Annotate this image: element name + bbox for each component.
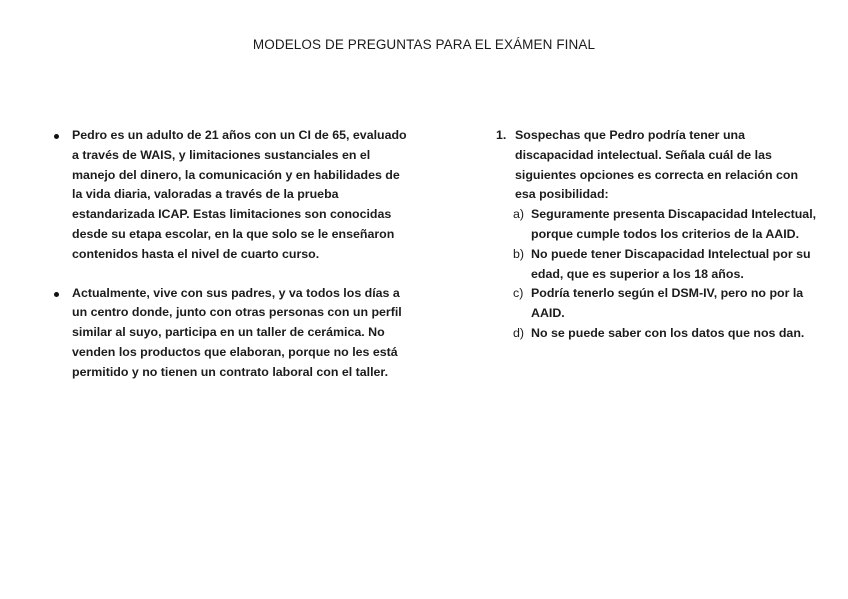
question-number: 1. bbox=[496, 128, 507, 142]
bullet-icon bbox=[54, 292, 59, 297]
case-description bbox=[52, 126, 412, 383]
option-letter: c) bbox=[513, 286, 524, 301]
option-d bbox=[513, 324, 821, 344]
question-text: Sospechas que Pedro podría tener una discapacidad intelectual. Señala cuál de las siguientes opciones es correcta en relación con esa posibilidad: bbox=[515, 128, 799, 202]
page-title: MODELOS DE PREGUNTAS PARA EL EXÁMEN FINAL bbox=[252, 37, 596, 52]
case-paragraph-2 bbox=[52, 284, 412, 383]
option-text: Seguramente presenta Discapacidad Intelectual, porque cumple todos los criterios de la AAID. bbox=[531, 207, 817, 241]
option-b bbox=[513, 245, 821, 285]
option-letter: b) bbox=[513, 246, 525, 261]
option-text: Podría tenerlo según el DSM-IV, pero no por la AAID. bbox=[531, 286, 804, 321]
option-letter: d) bbox=[513, 325, 525, 340]
bullet-icon bbox=[54, 134, 59, 139]
question-1 bbox=[496, 126, 821, 205]
answer-options bbox=[513, 205, 821, 344]
option-a bbox=[513, 205, 821, 245]
case-paragraph-text: Pedro es un adulto de 21 años con un CI de 65, evaluado a través de WAIS, y limitaciones sustanciales en el manejo del dinero, la comunicación y en habilidades de la vida diaria, valoradas a través de la prueba estandarizada ICAP. Estas limitaciones son conocidas desde su etapa escolar, en la que solo se le enseñaron contenidos hasta el nivel de cuarto curso. bbox=[72, 128, 407, 261]
option-letter: a) bbox=[513, 207, 525, 222]
option-c bbox=[513, 284, 821, 324]
question-block bbox=[496, 126, 821, 344]
case-paragraph-1 bbox=[52, 126, 412, 265]
option-text: No puede tener Discapacidad Intelectual por su edad, que es superior a los 18 años. bbox=[531, 246, 811, 281]
case-paragraph-text: Actualmente, vive con sus padres, y va todos los días a un centro donde, junto con otras personas con un perfil similar al suyo, participa en un taller de cerámica. No venden los productos que elaboran, porque no les está permitido y no tienen un contrato laboral con el taller. bbox=[72, 285, 402, 379]
option-text: No se puede saber con los datos que nos dan. bbox=[531, 325, 805, 340]
